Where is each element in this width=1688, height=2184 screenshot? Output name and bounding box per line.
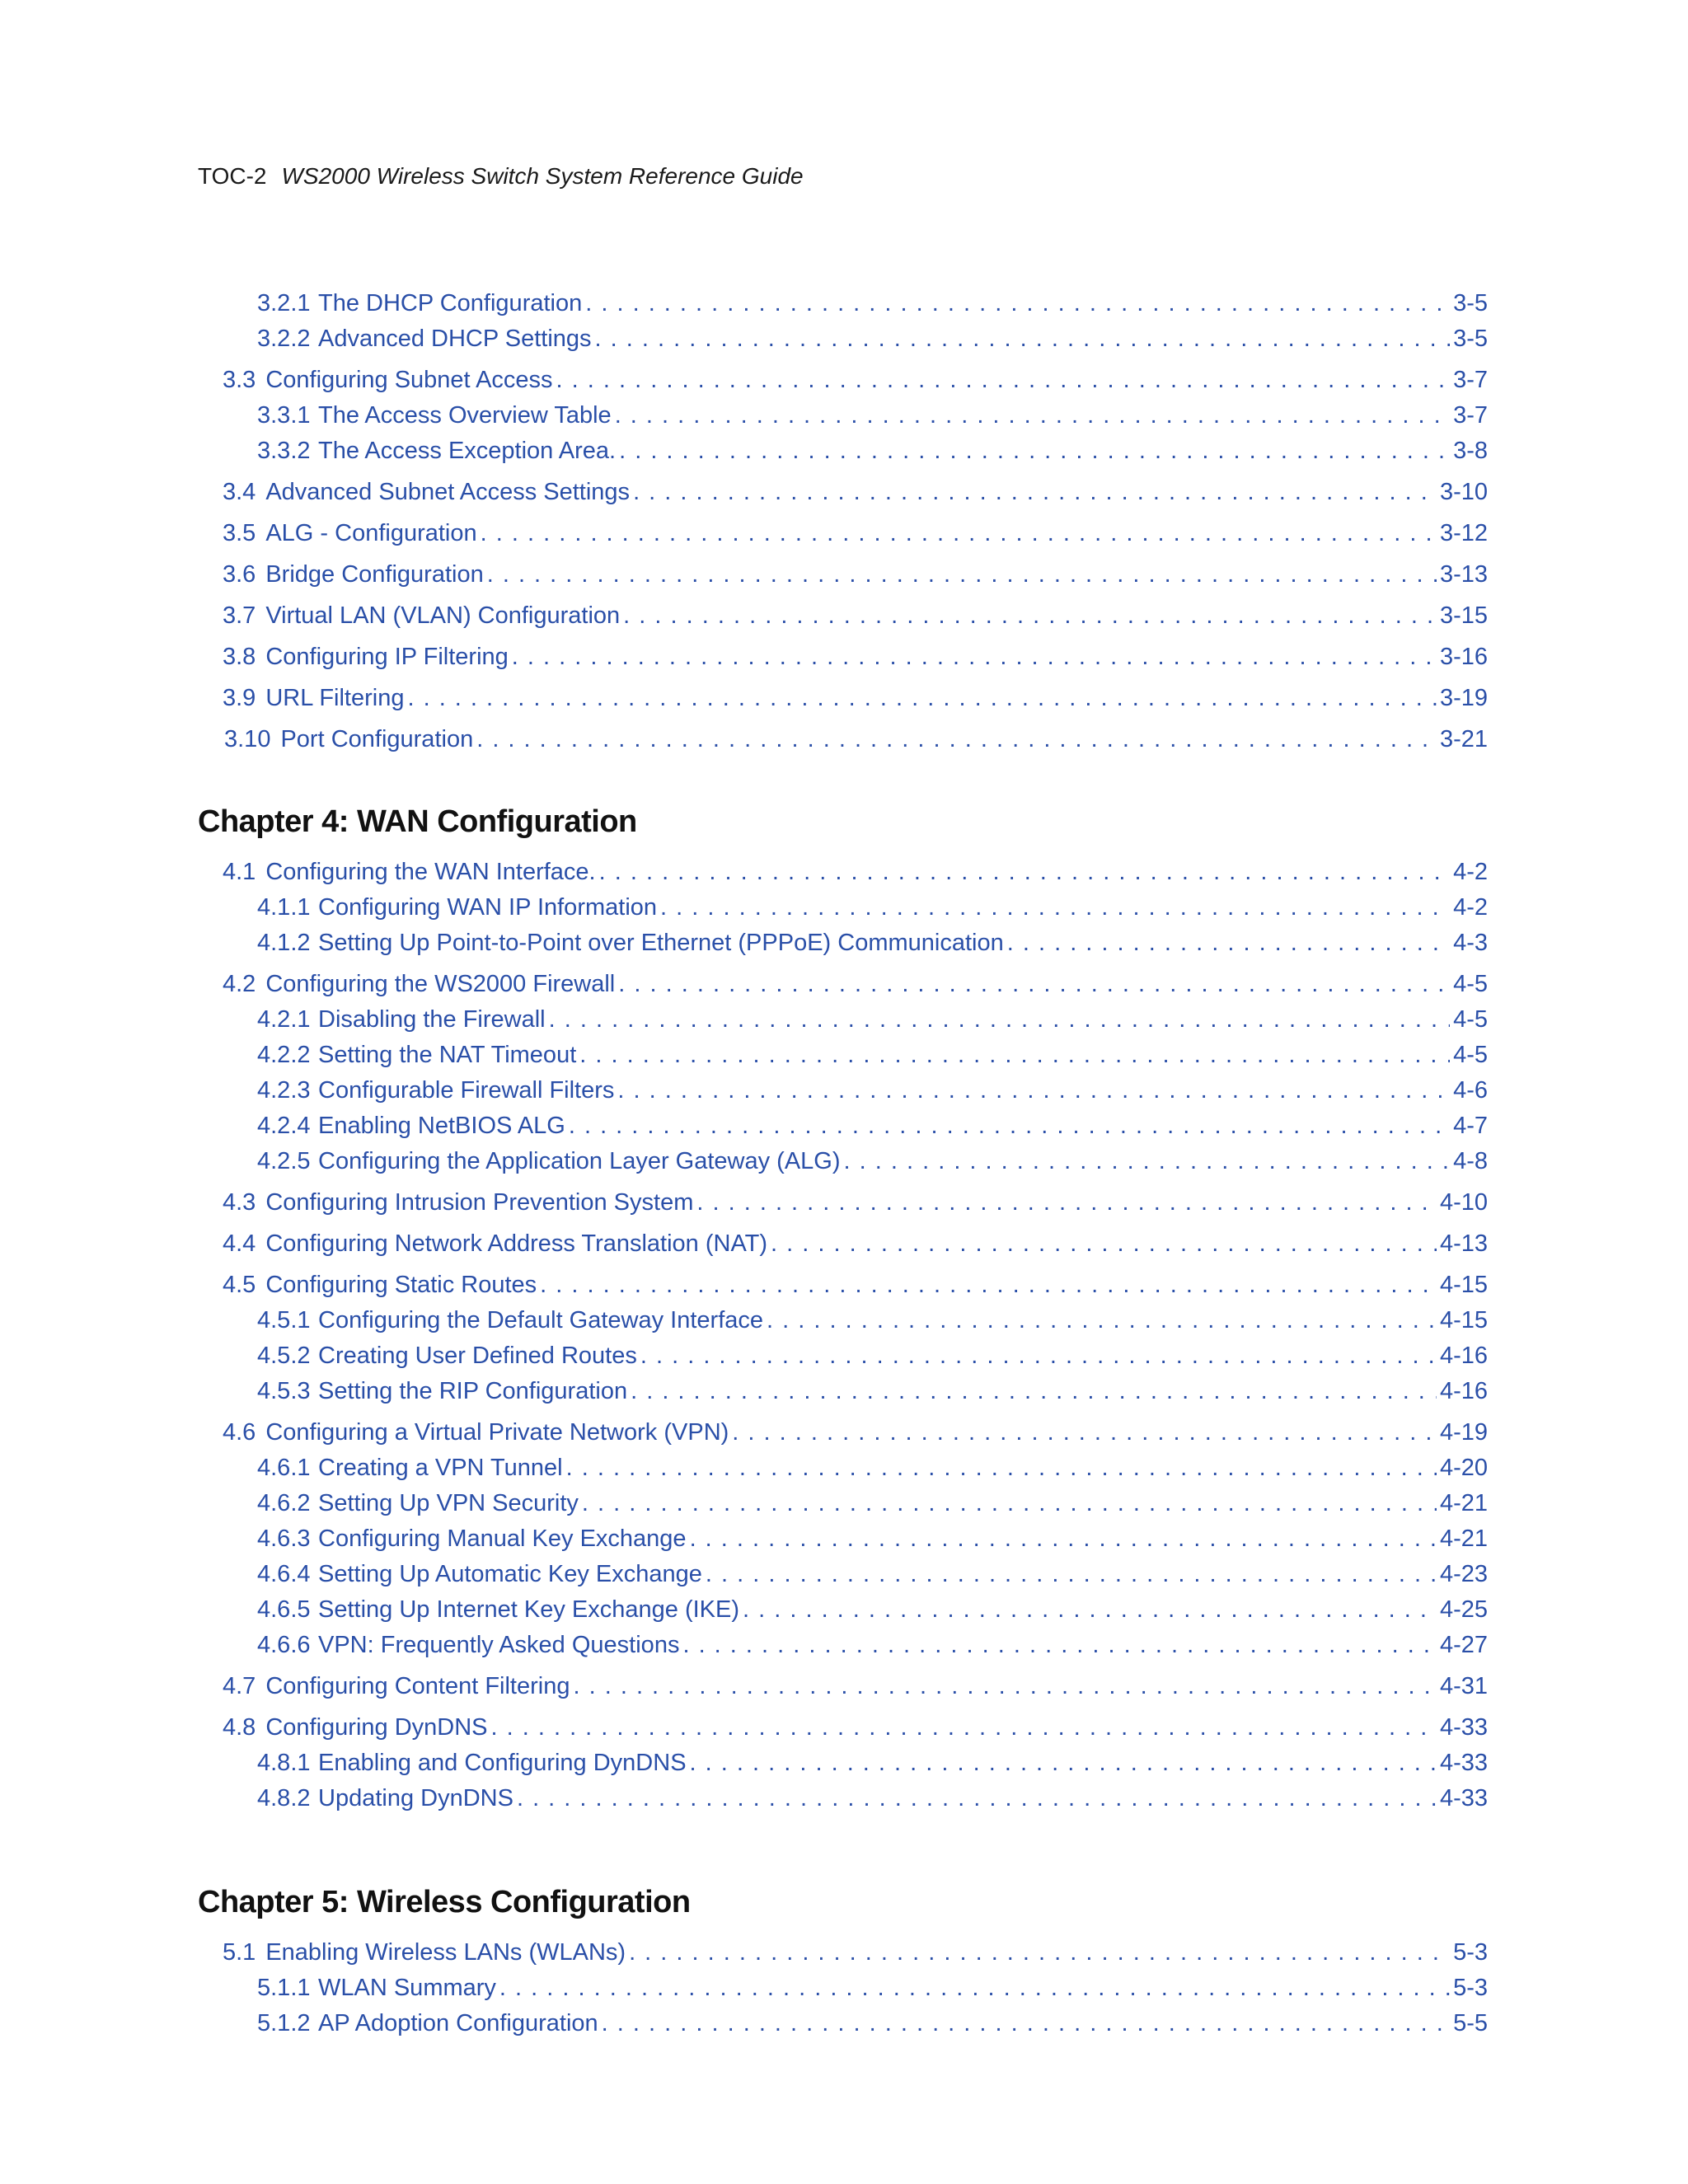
dot-leader [767, 1307, 1437, 1333]
toc-entry-4-2-1[interactable] [257, 1006, 1488, 1033]
toc-entry-3-2-2[interactable] [257, 326, 1488, 352]
toc-entry-number: 4.8.2 [257, 1785, 311, 1811]
toc-entry-title: Configuring WAN IP Information [318, 894, 658, 921]
toc-entry-page-number: 4-7 [1453, 1113, 1488, 1139]
toc-entry-page-number: 4-5 [1453, 971, 1488, 997]
toc-entry-number: 4.2.5 [257, 1148, 311, 1174]
toc-entry-page-number: 4-2 [1453, 894, 1488, 921]
dot-leader [696, 1189, 1437, 1216]
dot-leader [491, 1714, 1437, 1741]
toc-entry-number: 4.6.1 [257, 1455, 311, 1481]
toc-entry-number: 3.9 [223, 685, 256, 711]
toc-entry-3-6[interactable] [223, 561, 1488, 588]
dot-leader [602, 2010, 1450, 2036]
toc-entry-page-number: 4-3 [1453, 930, 1488, 956]
toc-entry-page-number: 5-5 [1453, 2010, 1488, 2036]
toc-entry-4-7[interactable] [223, 1673, 1488, 1699]
toc-entry-3-3-2[interactable] [257, 438, 1488, 464]
toc-entry-title: Configuring the Application Layer Gateway (ALG) [318, 1148, 841, 1174]
dot-leader [706, 1561, 1437, 1587]
toc-entry-number: 5.1.2 [257, 2010, 311, 2036]
toc-entry-4-8[interactable] [223, 1714, 1488, 1741]
toc-entry-page-number: 3-5 [1453, 290, 1488, 316]
toc-entry-title: Configuring Manual Key Exchange [318, 1526, 687, 1552]
toc-entry-title: Enabling and Configuring DynDNS [318, 1750, 687, 1776]
toc-section-chapter-4 [0, 809, 1688, 1811]
chapter-5-heading: Chapter 5: Wireless Configuration [198, 1885, 691, 1919]
toc-section-chapter-3-continued [0, 290, 1688, 752]
dot-leader [585, 290, 1450, 316]
dot-leader [487, 561, 1437, 588]
toc-entry-4-6-5[interactable] [257, 1596, 1488, 1623]
toc-entry-number: 4.1.2 [257, 930, 311, 956]
toc-entry-4-2-3[interactable] [257, 1077, 1488, 1104]
toc-entry-title: Creating a VPN Tunnel [318, 1455, 563, 1481]
toc-entry-number: 4.2.2 [257, 1042, 311, 1068]
toc-entry-title: Advanced Subnet Access Settings [265, 479, 631, 505]
toc-entry-page-number: 3-8 [1453, 438, 1488, 464]
toc-entry-number: 4.2.1 [257, 1006, 311, 1033]
toc-entry-page-number: 4-19 [1439, 1419, 1488, 1446]
toc-entry-page-number: 5-3 [1453, 1939, 1488, 1966]
toc-entry-number: 3.4 [223, 479, 256, 505]
toc-entry-5-1[interactable] [223, 1939, 1488, 1966]
toc-entry-page-number: 4-33 [1439, 1750, 1488, 1776]
toc-entry-number: 4.8.1 [257, 1750, 311, 1776]
dot-leader [1007, 930, 1450, 956]
toc-entry-title: Port Configuration [280, 726, 474, 752]
toc-entry-3-4[interactable] [223, 479, 1488, 505]
toc-entry-number: 3.6 [223, 561, 256, 588]
toc-entry-page-number: 4-13 [1439, 1230, 1488, 1257]
toc-entry-title: The Access Overview Table [318, 402, 612, 429]
toc-entry-page-number: 4-21 [1439, 1526, 1488, 1552]
toc-entry-title: Disabling the Firewall [318, 1006, 546, 1033]
dot-leader [623, 602, 1437, 629]
toc-entry-number: 5.1 [223, 1939, 256, 1966]
toc-entry-3-2-1[interactable] [257, 290, 1488, 316]
toc-entry-title: URL Filtering [265, 685, 405, 711]
toc-entry-title: Configuring the Default Gateway Interface [318, 1307, 764, 1333]
toc-entry-title: Enabling NetBIOS ALG [318, 1113, 565, 1139]
toc-entry-page-number: 4-27 [1439, 1632, 1488, 1658]
dot-leader [476, 726, 1437, 752]
toc-entry-page-number: 3-7 [1453, 367, 1488, 393]
toc-entry-4-1[interactable] [223, 859, 1488, 885]
toc-entry-title: ALG - Configuration [265, 520, 477, 546]
toc-entry-title: Configuring a Virtual Private Network (VPN) [265, 1419, 729, 1446]
toc-entry-page-number: 4-10 [1439, 1189, 1488, 1216]
toc-entry-title: WLAN Summary [318, 1975, 496, 2001]
toc-entry-3-8[interactable] [223, 644, 1488, 670]
toc-entry-number: 4.3 [223, 1189, 256, 1216]
toc-entry-page-number: 4-6 [1453, 1077, 1488, 1104]
toc-entry-page-number: 4-8 [1453, 1148, 1488, 1174]
dot-leader [633, 479, 1437, 505]
dot-leader [640, 1343, 1437, 1369]
dot-leader [844, 1148, 1451, 1174]
page-label: TOC-2 [198, 163, 267, 189]
dot-leader [599, 859, 1450, 885]
toc-entry-page-number: 4-33 [1439, 1714, 1488, 1741]
toc-entry-number: 4.5.3 [257, 1378, 311, 1404]
toc-entry-page-number: 3-12 [1439, 520, 1488, 546]
toc-entry-4-4[interactable] [223, 1230, 1488, 1257]
dot-leader [690, 1526, 1437, 1552]
toc-entry-title: The DHCP Configuration [318, 290, 583, 316]
dot-leader [579, 1042, 1450, 1068]
toc-entry-page-number: 3-21 [1439, 726, 1488, 752]
toc-entry-number: 4.2.4 [257, 1113, 311, 1139]
dot-leader [582, 1490, 1437, 1516]
toc-entry-4-6-6[interactable] [257, 1632, 1488, 1658]
toc-entry-page-number: 4-5 [1453, 1006, 1488, 1033]
dot-leader [573, 1673, 1436, 1699]
toc-entry-page-number: 4-21 [1439, 1490, 1488, 1516]
toc-entry-number: 4.5 [223, 1272, 256, 1298]
dot-leader [481, 520, 1437, 546]
toc-entry-number: 5.1.1 [257, 1975, 311, 2001]
toc-entry-3-5[interactable] [223, 520, 1488, 546]
toc-entry-number: 3.3.1 [257, 402, 311, 429]
toc-entry-page-number: 4-15 [1439, 1272, 1488, 1298]
toc-entry-4-1-1[interactable] [257, 894, 1488, 921]
toc-entry-title: Configuring Subnet Access [265, 367, 553, 393]
toc-entry-4-2-5[interactable] [257, 1148, 1488, 1174]
toc-entry-title: Updating DynDNS [318, 1785, 513, 1811]
dot-leader [615, 402, 1450, 429]
toc-entry-number: 4.6.3 [257, 1526, 311, 1552]
toc-entry-3-9[interactable] [223, 685, 1488, 711]
dot-leader [499, 1975, 1450, 2001]
dot-leader [512, 644, 1437, 670]
toc-entry-4-2[interactable] [223, 971, 1488, 997]
toc-entry-4-6-3[interactable] [257, 1526, 1488, 1552]
dot-leader [566, 1455, 1437, 1481]
toc-section-chapter-5 [0, 1890, 1688, 2036]
toc-entry-page-number: 4-31 [1439, 1673, 1488, 1699]
dot-leader [629, 1939, 1450, 1966]
toc-entry-title: AP Adoption Configuration [318, 2010, 598, 2036]
toc-entry-number: 3.2.1 [257, 290, 311, 316]
toc-entry-4-6[interactable] [223, 1419, 1488, 1446]
toc-entry-number: 4.1 [223, 859, 256, 885]
toc-entry-title: Bridge Configuration [265, 561, 484, 588]
toc-entry-5-1-2[interactable] [257, 2010, 1488, 2036]
toc-entry-page-number: 4-20 [1439, 1455, 1488, 1481]
chapter-4-heading: Chapter 4: WAN Configuration [198, 804, 637, 839]
toc-entry-number: 4.5.1 [257, 1307, 311, 1333]
toc-entry-4-6-1[interactable] [257, 1455, 1488, 1481]
toc-entry-page-number: 4-25 [1439, 1596, 1488, 1623]
dot-leader [517, 1785, 1437, 1811]
toc-entry-number: 3.10 [224, 726, 271, 752]
toc-entry-title: Setting Up VPN Security [318, 1490, 579, 1516]
toc-entry-number: 4.2 [223, 971, 256, 997]
dot-leader [569, 1113, 1450, 1139]
dot-leader [540, 1272, 1437, 1298]
toc-entry-4-8-2[interactable] [257, 1785, 1488, 1811]
toc-entry-title: Advanced DHCP Settings [318, 326, 592, 352]
dot-leader [660, 894, 1450, 921]
toc-entry-number: 4.6.6 [257, 1632, 311, 1658]
toc-entry-page-number: 3-7 [1453, 402, 1488, 429]
toc-entry-4-5-3[interactable] [257, 1378, 1488, 1404]
dot-leader [619, 438, 1450, 464]
toc-entry-title: Creating User Defined Routes [318, 1343, 637, 1369]
toc-entry-title: The Access Exception Area. [318, 438, 617, 464]
toc-entry-4-6-2[interactable] [257, 1490, 1488, 1516]
toc-entry-3-3-1[interactable] [257, 402, 1488, 429]
toc-entry-page-number: 3-13 [1439, 561, 1488, 588]
toc-entry-title: Configurable Firewall Filters [318, 1077, 615, 1104]
toc-entry-3-3[interactable] [223, 367, 1488, 393]
toc-entry-4-8-1[interactable] [257, 1750, 1488, 1776]
dot-leader [618, 971, 1450, 997]
dot-leader [690, 1750, 1437, 1776]
toc-entry-page-number: 4-33 [1439, 1785, 1488, 1811]
toc-entry-5-1-1[interactable] [257, 1975, 1488, 2001]
toc-entry-number: 4.1.1 [257, 894, 311, 921]
toc-entry-number: 3.7 [223, 602, 256, 629]
toc-entry-title: Enabling Wireless LANs (WLANs) [265, 1939, 626, 1966]
dot-leader [549, 1006, 1450, 1033]
toc-entry-title: Configuring Static Routes [265, 1272, 537, 1298]
toc-entry-4-2-2[interactable] [257, 1042, 1488, 1068]
toc-entry-number: 3.5 [223, 520, 256, 546]
toc-entry-number: 4.6.4 [257, 1561, 311, 1587]
toc-entry-page-number: 4-16 [1439, 1378, 1488, 1404]
dot-leader [631, 1378, 1437, 1404]
toc-entry-title: Configuring the WAN Interface. [265, 859, 596, 885]
toc-entry-number: 3.8 [223, 644, 256, 670]
toc-entry-page-number: 4-23 [1439, 1561, 1488, 1587]
toc-entry-4-1-2[interactable] [257, 930, 1488, 956]
toc-entry-number: 4.4 [223, 1230, 256, 1257]
toc-entry-title: Setting Up Point-to-Point over Ethernet (PPPoE) Communication [318, 930, 1004, 956]
toc-entry-title: VPN: Frequently Asked Questions [318, 1632, 680, 1658]
dot-leader [407, 685, 1436, 711]
toc-entry-page-number: 4-16 [1439, 1343, 1488, 1369]
toc-entry-page-number: 4-5 [1453, 1042, 1488, 1068]
toc-entry-4-2-4[interactable] [257, 1113, 1488, 1139]
dot-leader [595, 326, 1451, 352]
toc-entry-title: Configuring Network Address Translation (NAT) [265, 1230, 768, 1257]
toc-entry-page-number: 4-2 [1453, 859, 1488, 885]
dot-leader [771, 1230, 1437, 1257]
dot-leader [617, 1077, 1450, 1104]
guide-title: WS2000 Wireless Switch System Reference Guide [281, 163, 804, 189]
toc-entry-number: 4.8 [223, 1714, 256, 1741]
dot-leader [743, 1596, 1437, 1623]
toc-entry-title: Setting the NAT Timeout [318, 1042, 577, 1068]
toc-entry-number: 3.2.2 [257, 326, 311, 352]
toc-entry-page-number: 5-3 [1453, 1975, 1488, 2001]
toc-entry-4-5[interactable] [223, 1272, 1488, 1298]
dot-leader [682, 1632, 1437, 1658]
toc-entry-number: 4.5.2 [257, 1343, 311, 1369]
toc-entry-page-number: 3-19 [1439, 685, 1488, 711]
toc-entry-number: 4.2.3 [257, 1077, 311, 1104]
toc-entry-title: Configuring DynDNS [265, 1714, 488, 1741]
dot-leader [556, 367, 1451, 393]
toc-entry-title: Configuring Intrusion Prevention System [265, 1189, 694, 1216]
toc-entry-title: Setting the RIP Configuration [318, 1378, 628, 1404]
toc-entry-title: Virtual LAN (VLAN) Configuration [265, 602, 621, 629]
toc-entry-title: Setting Up Automatic Key Exchange [318, 1561, 702, 1587]
toc-entry-title: Configuring the WS2000 Firewall [265, 971, 616, 997]
toc-entry-number: 3.3.2 [257, 438, 311, 464]
toc-entry-number: 4.6.5 [257, 1596, 311, 1623]
toc-entry-number: 3.3 [223, 367, 256, 393]
toc-entry-page-number: 3-15 [1439, 602, 1488, 629]
toc-entry-4-3[interactable] [223, 1189, 1488, 1216]
toc-entry-number: 4.7 [223, 1673, 256, 1699]
toc-entry-title: Configuring Content Filtering [265, 1673, 570, 1699]
toc-entry-4-5-1[interactable] [257, 1307, 1488, 1333]
toc-entry-3-7[interactable] [223, 602, 1488, 629]
toc-entry-3-10[interactable] [224, 726, 1488, 752]
toc-entry-title: Setting Up Internet Key Exchange (IKE) [318, 1596, 739, 1623]
toc-entry-4-6-4[interactable] [257, 1561, 1488, 1587]
toc-entry-number: 4.6.2 [257, 1490, 311, 1516]
toc-entry-number: 4.6 [223, 1419, 256, 1446]
toc-entry-page-number: 3-5 [1453, 326, 1488, 352]
toc-entry-page-number: 4-15 [1439, 1307, 1488, 1333]
toc-entry-page-number: 3-10 [1439, 479, 1488, 505]
running-header [198, 163, 804, 190]
dot-leader [732, 1419, 1437, 1446]
toc-entry-4-5-2[interactable] [257, 1343, 1488, 1369]
toc-entry-page-number: 3-16 [1439, 644, 1488, 670]
toc-entry-title: Configuring IP Filtering [265, 644, 509, 670]
